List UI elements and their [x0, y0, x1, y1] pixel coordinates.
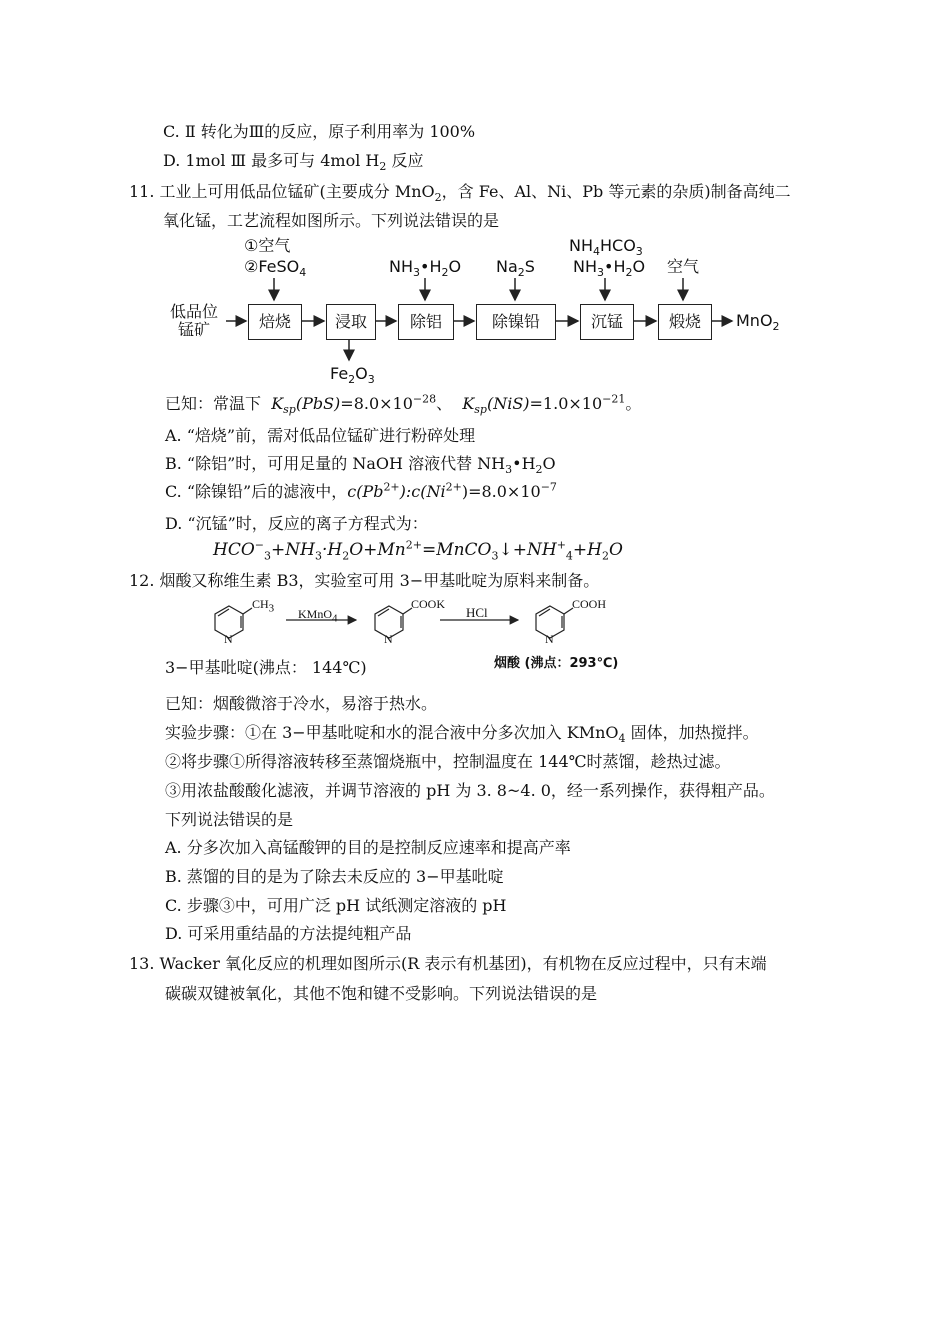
reagent-air: ①空气	[244, 236, 291, 255]
q11-ionic-equation: $HCO^-_3+NH_3\cdot H_2O+Mn^{2+}=MnCO_3↓+NH^+_4+H_2O$	[213, 538, 623, 563]
q12-option-a: A. 分多次加入高锰酸钾的目的是控制反应速率和提高产率	[165, 838, 571, 857]
q11-option-d: D. “沉锰”时，反应的离子方程式为：	[165, 514, 428, 533]
q11-stem-line1: 11. 工业上可用低品位锰矿(主要成分 MnO$_2$，含 Fe、Al、Ni、Pb 等元素的杂质)制备高纯二	[129, 182, 791, 205]
q12-ask: 下列说法错误的是	[165, 810, 294, 829]
reagent-nh4hco3: $NH_4HCO_3$	[569, 236, 643, 259]
q12-known: 已知：烟酸微溶于冷水，易溶于热水。	[165, 694, 438, 713]
q12-option-b: B. 蒸馏的目的是为了除去未反应的 3−甲基吡啶	[165, 867, 504, 886]
step-calcine: 煅烧	[658, 304, 712, 340]
reagent-feso4: ②FeSO$_4$	[244, 257, 307, 280]
step-roast: 焙烧	[248, 304, 302, 340]
reagent-kmno4: KMnO$_4$	[298, 607, 338, 625]
reagent-na2s: $Na_2S$	[496, 257, 535, 280]
raw-material-label-2: 锰矿	[178, 320, 211, 339]
raw-material-label: 低品位	[170, 302, 219, 321]
byproduct-fe2o3: $Fe_2O_3$	[330, 364, 375, 387]
q12-option-d: D. 可采用重结晶的方法提纯粗产品	[165, 924, 412, 943]
ch3-group: $CH_3$	[252, 597, 275, 615]
q11-option-a: A. “焙烧”前，需对低品位锰矿进行粉碎处理	[165, 426, 476, 445]
q10-option-d: D. 1mol Ⅲ 最多可与 4mol $H_2$ 反应	[163, 151, 424, 174]
step-leach: 浸取	[326, 304, 376, 340]
reagent-ammonia: $NH_3•H_2O$	[389, 257, 462, 280]
cook-group: COOK	[411, 597, 446, 611]
reagent-hcl: HCl	[466, 605, 488, 620]
product-caption: 烟酸 (沸点：293℃)	[494, 656, 619, 671]
q11-known: 已知：常温下 $K_{sp}(PbS)=8.0\times 10^{-28}$、 $K_{sp}(NiS)=1.0\times 10^{-21}$。	[165, 392, 642, 417]
n-atom-3: N	[545, 632, 554, 646]
reagent-ammonia-2: $NH_3•H_2O$	[573, 257, 646, 280]
q10-option-c: C. Ⅱ 转化为Ⅲ的反应，原子利用率为 100%	[163, 122, 476, 141]
q12-step2: ②将步骤①所得溶液转移至蒸馏烧瓶中，控制温度在 144℃时蒸馏，趁热过滤。	[165, 752, 731, 771]
step-remove-ni-pb: 除镍铅	[476, 304, 556, 340]
q11-option-c: C. “除镍铅”后的滤液中，$c(Pb^{2+}):c(Ni^{2+})=8.0\times 10^{-7}$	[165, 480, 557, 501]
q13-stem-line1: 13. Wacker 氧化反应的机理如图所示(R 表示有机基团)，有机物在反应过程中，只有末端	[129, 954, 767, 973]
step-precipitate-mn: 沉锰	[580, 304, 634, 340]
flow-arrows	[0, 0, 950, 400]
q13-stem-line2: 碳碳双键被氧化，其他不饱和键不受影响。下列说法错误的是	[165, 984, 598, 1003]
q12-stem: 12. 烟酸又称维生素 B3，实验室可用 3−甲基吡啶为原料来制备。	[129, 571, 600, 590]
q11-option-b: B. “除铝”时，可用足量的 NaOH 溶液代替 $NH_3•H_2O$	[165, 454, 556, 477]
q12-step3: ③用浓盐酸酸化滤液，并调节溶液的 pH 为 3. 8~4. 0，经一系列操作，获得粗产品。	[165, 781, 775, 800]
product-mno2: MnO$_2$	[736, 311, 780, 334]
q12-option-c: C. 步骤③中，可用广泛 pH 试纸测定溶液的 pH	[165, 896, 507, 915]
reagent-air-2: 空气	[667, 257, 700, 276]
n-atom-2: N	[384, 632, 393, 646]
step-remove-al: 除铝	[398, 304, 454, 340]
starting-material-caption: 3−甲基吡啶(沸点： 144℃)	[165, 658, 367, 677]
cooh-group: COOH	[572, 597, 607, 611]
q12-step1: 实验步骤：①在 3−甲基吡啶和水的混合液中分多次加入 KMnO$_4$ 固体，加热搅拌。	[165, 723, 759, 746]
n-atom-1: N	[224, 632, 233, 646]
q11-stem-line2: 氧化锰，工艺流程如图所示。下列说法错误的是	[163, 211, 500, 230]
